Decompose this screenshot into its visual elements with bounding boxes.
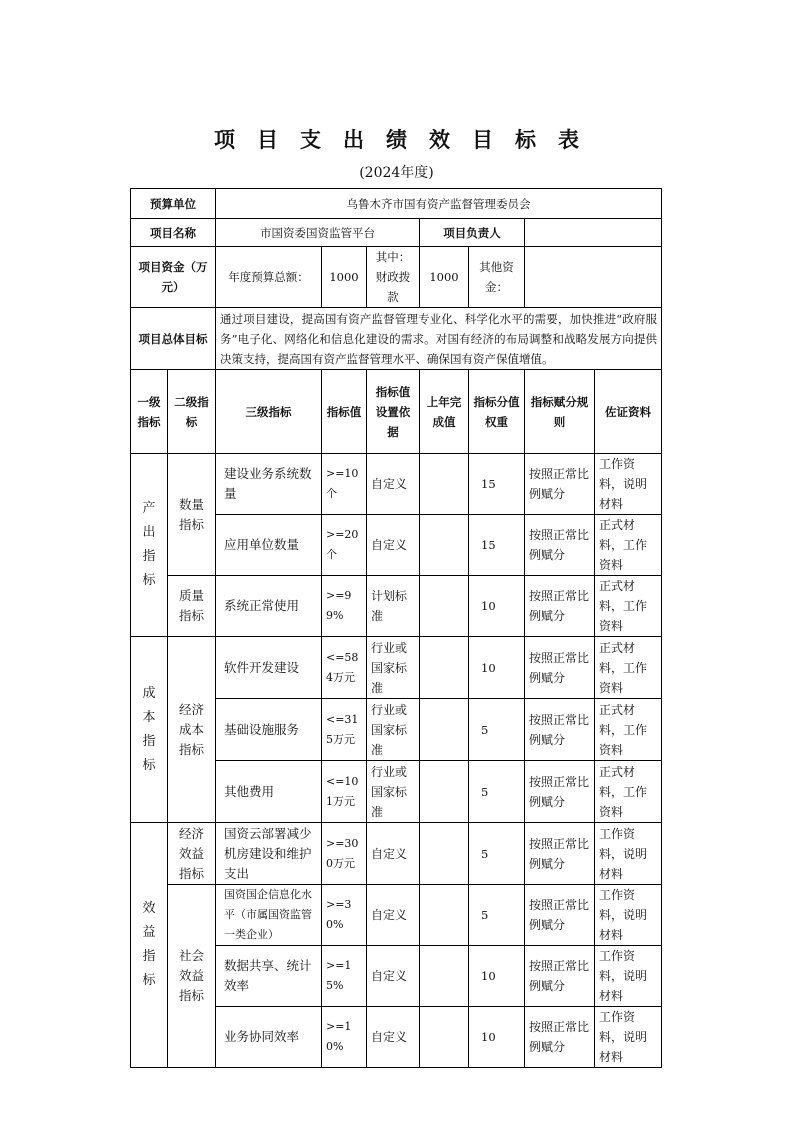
col-level3: 三级指标 xyxy=(216,370,322,454)
value-cell: >=99% xyxy=(322,576,367,637)
project-name-value: 市国资委国资监管平台 xyxy=(216,219,420,247)
weight-cell: 5 xyxy=(469,885,525,946)
level3-cell: 其他费用 xyxy=(216,761,322,823)
budget-unit-label: 预算单位 xyxy=(131,189,216,219)
fiscal-value: 1000 xyxy=(420,247,469,308)
level3-cell: 国资云部署减少机房建设和维护支出 xyxy=(216,823,322,885)
basis-cell: 自定义 xyxy=(367,1007,420,1068)
basis-cell: 行业或国家标准 xyxy=(367,637,420,699)
col-last-year: 上年完成值 xyxy=(420,370,469,454)
evidence-cell: 工作资料，说明材料 xyxy=(595,454,662,515)
col-rule: 指标赋分规则 xyxy=(525,370,595,454)
rule-cell: 按照正常比例赋分 xyxy=(525,1007,595,1068)
value-cell: >=10% xyxy=(322,1007,367,1068)
last-year-cell xyxy=(420,637,469,699)
last-year-cell xyxy=(420,946,469,1007)
overall-goal-label: 项目总体目标 xyxy=(131,308,216,370)
last-year-cell xyxy=(420,515,469,576)
value-cell: >=30% xyxy=(322,885,367,946)
value-cell: >=10个 xyxy=(322,454,367,515)
project-name-row xyxy=(131,219,662,247)
indicator-row xyxy=(131,637,662,699)
level2-cell: 质量指标 xyxy=(168,576,216,637)
rule-cell: 按照正常比例赋分 xyxy=(525,823,595,885)
evidence-cell: 工作资料，说明材料 xyxy=(595,946,662,1007)
project-name-label: 项目名称 xyxy=(131,219,216,247)
evidence-cell: 工作资料，说明材料 xyxy=(595,823,662,885)
evidence-cell: 正式材料，工作资料 xyxy=(595,637,662,699)
rule-cell: 按照正常比例赋分 xyxy=(525,637,595,699)
project-leader-label: 项目负责人 xyxy=(420,219,525,247)
table-body xyxy=(131,189,662,1068)
column-header-row xyxy=(131,370,662,454)
col-level2: 二级指标 xyxy=(168,370,216,454)
weight-cell: 5 xyxy=(469,699,525,761)
last-year-cell xyxy=(420,885,469,946)
level1-cell: 效益指标 xyxy=(131,823,168,1068)
col-evidence: 佐证资料 xyxy=(595,370,662,454)
fiscal-label: 其中：财政拨款 xyxy=(367,247,420,308)
annual-budget-value: 1000 xyxy=(322,247,367,308)
other-funds-label: 其他资金： xyxy=(469,247,525,308)
weight-cell: 10 xyxy=(469,946,525,1007)
indicator-row xyxy=(131,576,662,637)
budget-unit-row xyxy=(131,189,662,219)
level3-cell: 系统正常使用 xyxy=(216,576,322,637)
indicator-row xyxy=(131,885,662,946)
value-cell: <=101万元 xyxy=(322,761,367,823)
funds-label: 项目资金（万元） xyxy=(131,247,216,308)
performance-table xyxy=(130,188,662,1068)
rule-cell: 按照正常比例赋分 xyxy=(525,454,595,515)
level3-cell: 国资国企信息化水平（市属国资监管一类企业） xyxy=(216,885,322,946)
budget-unit-value: 乌鲁木齐市国有资产监督管理委员会 xyxy=(216,189,662,219)
basis-cell: 自定义 xyxy=(367,515,420,576)
col-value: 指标值 xyxy=(322,370,367,454)
last-year-cell xyxy=(420,699,469,761)
weight-cell: 15 xyxy=(469,454,525,515)
overall-goal-row xyxy=(131,308,662,370)
level2-cell: 社会效益指标 xyxy=(168,885,216,1068)
weight-cell: 15 xyxy=(469,515,525,576)
level1-cell: 产出指标 xyxy=(131,454,168,637)
weight-cell: 5 xyxy=(469,761,525,823)
rule-cell: 按照正常比例赋分 xyxy=(525,699,595,761)
level3-cell: 业务协同效率 xyxy=(216,1007,322,1068)
level3-cell: 基础设施服务 xyxy=(216,699,322,761)
value-cell: >=300万元 xyxy=(322,823,367,885)
rule-cell: 按照正常比例赋分 xyxy=(525,946,595,1007)
evidence-cell: 正式材料，工作资料 xyxy=(595,576,662,637)
evidence-cell: 工作资料，说明材料 xyxy=(595,1007,662,1068)
level2-cell: 经济成本指标 xyxy=(168,637,216,823)
annual-budget-label: 年度预算总额： xyxy=(216,247,322,308)
rule-cell: 按照正常比例赋分 xyxy=(525,576,595,637)
value-cell: <=584万元 xyxy=(322,637,367,699)
weight-cell: 10 xyxy=(469,576,525,637)
level3-cell: 建设业务系统数量 xyxy=(216,454,322,515)
last-year-cell xyxy=(420,1007,469,1068)
evidence-cell: 工作资料，说明材料 xyxy=(595,885,662,946)
value-cell: <=315万元 xyxy=(322,699,367,761)
level2-cell: 数量指标 xyxy=(168,454,216,576)
rule-cell: 按照正常比例赋分 xyxy=(525,885,595,946)
level3-cell: 应用单位数量 xyxy=(216,515,322,576)
rule-cell: 按照正常比例赋分 xyxy=(525,515,595,576)
last-year-cell xyxy=(420,454,469,515)
overall-goal-text: 通过项目建设，提高国有资产监督管理专业化、科学化水平的需要，加快推进“政府服务”电子化、网络化和信息化建设的需求。对国有经济的布局调整和战略发展方向提供决策支持，提高国有资产监督管理水平、确保国有资产保值增值。 xyxy=(216,308,662,370)
last-year-cell xyxy=(420,576,469,637)
level1-cell: 成本指标 xyxy=(131,637,168,823)
weight-cell: 10 xyxy=(469,637,525,699)
other-funds-value xyxy=(525,247,662,308)
level2-cell: 经济效益指标 xyxy=(168,823,216,885)
basis-cell: 行业或国家标准 xyxy=(367,699,420,761)
basis-cell: 行业或国家标准 xyxy=(367,761,420,823)
basis-cell: 自定义 xyxy=(367,946,420,1007)
basis-cell: 自定义 xyxy=(367,454,420,515)
indicator-row xyxy=(131,823,662,885)
basis-cell: 自定义 xyxy=(367,885,420,946)
value-cell: >=15% xyxy=(322,946,367,1007)
page-subtitle: (2024年度) xyxy=(359,165,434,181)
basis-cell: 自定义 xyxy=(367,823,420,885)
project-funds-row xyxy=(131,247,662,308)
value-cell: >=20个 xyxy=(322,515,367,576)
evidence-cell: 正式材料，工作资料 xyxy=(595,761,662,823)
last-year-cell xyxy=(420,761,469,823)
col-weight: 指标分值权重 xyxy=(469,370,525,454)
rule-cell: 按照正常比例赋分 xyxy=(525,761,595,823)
col-basis: 指标值设置依据 xyxy=(367,370,420,454)
level3-cell: 软件开发建设 xyxy=(216,637,322,699)
level3-cell: 数据共享、统计效率 xyxy=(216,946,322,1007)
evidence-cell: 正式材料，工作资料 xyxy=(595,515,662,576)
weight-cell: 5 xyxy=(469,823,525,885)
evidence-cell: 正式材料，工作资料 xyxy=(595,699,662,761)
weight-cell: 10 xyxy=(469,1007,525,1068)
page-title: 项目支出绩效目标表 xyxy=(214,127,601,152)
col-level1: 一级指标 xyxy=(131,370,168,454)
project-leader-value xyxy=(525,219,662,247)
last-year-cell xyxy=(420,823,469,885)
indicator-row xyxy=(131,454,662,515)
basis-cell: 计划标准 xyxy=(367,576,420,637)
